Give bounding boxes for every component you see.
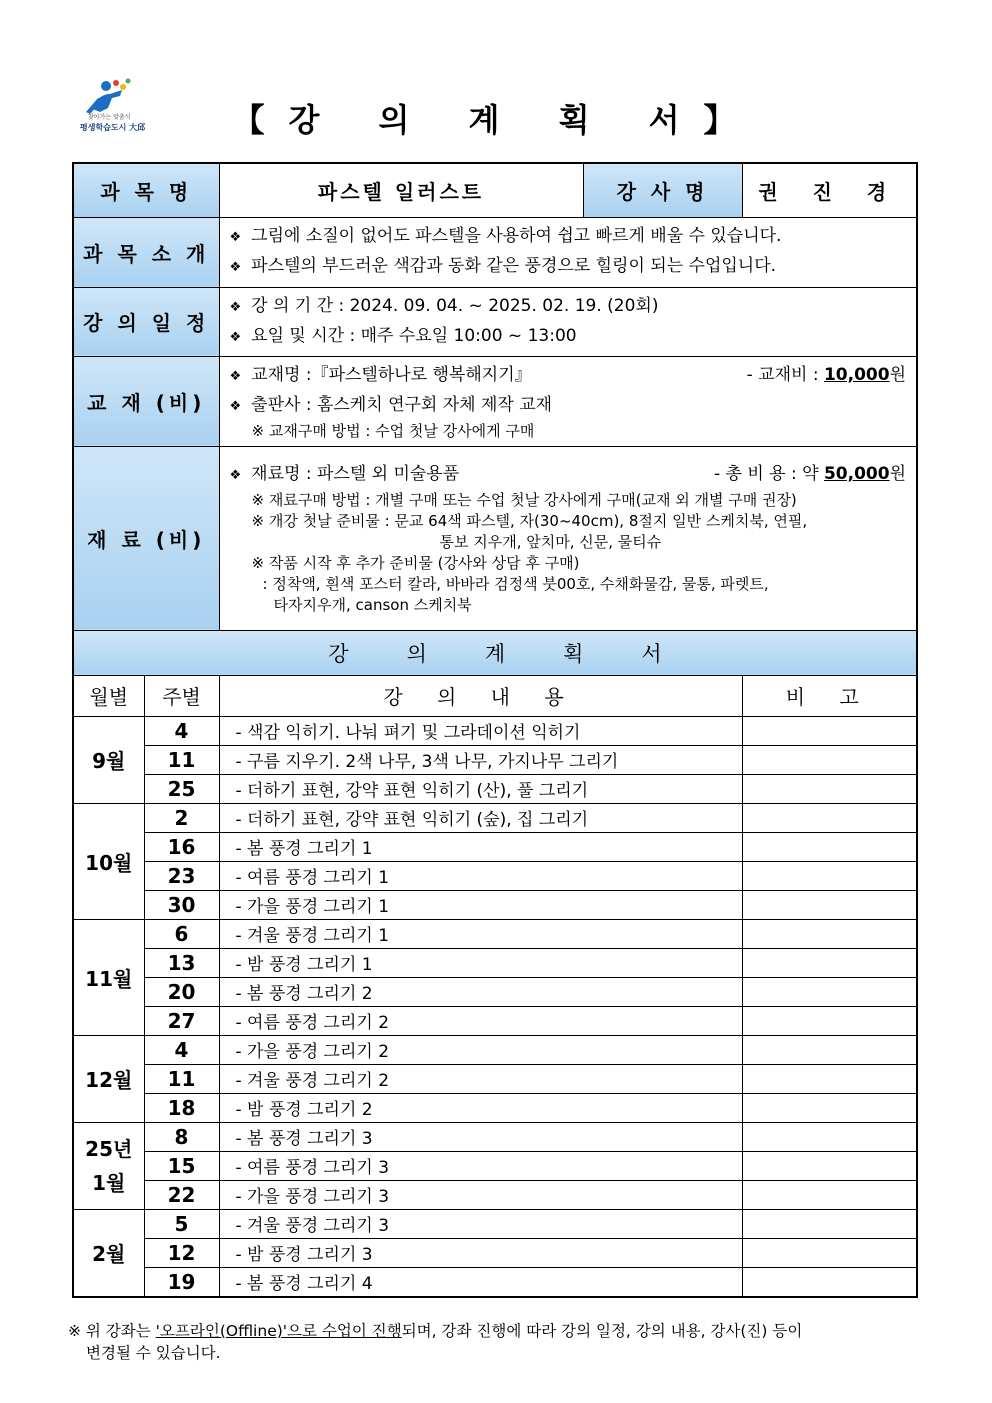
week-cell: 12: [144, 1238, 219, 1267]
col-note-header: 비 고: [742, 675, 917, 716]
content-cell: - 색감 익히기. 나눠 펴기 및 그라데이션 익히기: [219, 716, 742, 745]
note-cell: [742, 861, 917, 890]
footnote-underlined: '오프라인(Offline)'으로 수업이 진행: [155, 1322, 402, 1340]
note-cell: [742, 1151, 917, 1180]
week-cell: 19: [144, 1267, 219, 1297]
week-cell: 23: [144, 861, 219, 890]
note-cell: [742, 716, 917, 745]
table-row: [73, 1151, 917, 1180]
material-note: ※ 개강 첫날 준비물 : 문교 64색 파스텔, 자(30~40cm), 8절지 일반 스케치북, 연필,: [251, 512, 808, 530]
note-cell: [742, 1122, 917, 1151]
content-cell: - 더하기 표현, 강약 표현 익히기 (산), 풀 그리기: [219, 774, 742, 803]
subject-label: 과 목 명: [73, 163, 219, 217]
table-row: [73, 977, 917, 1006]
table-row: [73, 1035, 917, 1064]
week-cell: 30: [144, 890, 219, 919]
content-cell: - 봄 풍경 그리기 1: [219, 832, 742, 861]
content-cell: - 겨울 풍경 그리기 3: [219, 1209, 742, 1238]
col-week-header: 주별: [144, 675, 219, 716]
table-row: [73, 1122, 917, 1151]
table-row: [73, 774, 917, 803]
plan-section-title: 강의계획서: [73, 630, 917, 675]
material-name: 재료명 : 파스텔 외 미술용품: [251, 464, 460, 484]
month-cell: 10월: [73, 803, 144, 919]
note-cell: [742, 1180, 917, 1209]
material-cost-unit: 원: [889, 464, 907, 484]
content-cell: - 겨울 풍경 그리기 1: [219, 919, 742, 948]
diamond-bullet-icon: ❖: [229, 398, 242, 414]
month-cell: 2월: [73, 1209, 144, 1297]
week-cell: 11: [144, 1064, 219, 1093]
note-cell: [742, 1064, 917, 1093]
content-cell: - 밤 풍경 그리기 1: [219, 948, 742, 977]
note-cell: [742, 948, 917, 977]
note-cell: [742, 1035, 917, 1064]
textbook-fee-label: - 교재비 :: [746, 364, 824, 385]
week-cell: 5: [144, 1209, 219, 1238]
table-row: [73, 1006, 917, 1035]
material-note: 타자지우개, canson 스케치북: [273, 596, 472, 614]
week-cell: 2: [144, 803, 219, 832]
schedule-label: 강 의 일 정: [73, 287, 219, 356]
table-row: [73, 1238, 917, 1267]
content-cell: - 가을 풍경 그리기 1: [219, 890, 742, 919]
content-cell: - 봄 풍경 그리기 3: [219, 1122, 742, 1151]
content-cell: - 여름 풍경 그리기 1: [219, 861, 742, 890]
plan-rows: [73, 716, 917, 1297]
textbook-fee-unit: 원: [889, 364, 907, 385]
content-cell: - 밤 풍경 그리기 2: [219, 1093, 742, 1122]
content-cell: - 가을 풍경 그리기 2: [219, 1035, 742, 1064]
material-cost-label: - 총 비 용 : 약: [713, 464, 824, 484]
week-cell: 4: [144, 1035, 219, 1064]
week-cell: 15: [144, 1151, 219, 1180]
month-cell: 9월: [73, 716, 144, 803]
week-cell: 18: [144, 1093, 219, 1122]
intro-label: 과 목 소 개: [73, 217, 219, 287]
week-cell: 8: [144, 1122, 219, 1151]
table-row: [73, 1267, 917, 1297]
diamond-bullet-icon: ❖: [229, 329, 242, 345]
intro-line: 그림에 소질이 없어도 파스텔을 사용하여 쉽고 빠르게 배울 수 있습니다.: [251, 226, 782, 246]
note-cell: [742, 919, 917, 948]
material-label: 재 료 (비): [73, 446, 219, 630]
month-cell: 25년 1월: [73, 1122, 144, 1209]
table-row: [73, 716, 917, 745]
material-line: [230, 460, 907, 490]
table-row: [73, 803, 917, 832]
schedule-period: 강 의 기 간 : 2024. 09. 04. ~ 2025. 02. 19. (20회): [251, 295, 659, 316]
week-cell: 25: [144, 774, 219, 803]
table-row: [73, 948, 917, 977]
material-content: [219, 446, 917, 630]
note-cell: [742, 774, 917, 803]
footnote-line2: 변경될 수 있습니다.: [86, 1344, 221, 1362]
instructor-label: 강 사 명: [583, 163, 742, 217]
document-title-text: 【강 의 계 획 서】: [232, 101, 760, 139]
material-note: ※ 재료구매 방법 : 개별 구매 또는 수업 첫날 강사에게 구매(교재 외 개별 구매 권장): [251, 491, 797, 509]
material-cost: 50,000: [823, 464, 890, 484]
week-cell: 20: [144, 977, 219, 1006]
textbook-name: 교재명 :『파스텔하나로 행복해지기』: [251, 364, 532, 385]
note-cell: [742, 803, 917, 832]
week-cell: 4: [144, 716, 219, 745]
schedule-content: [219, 287, 917, 356]
col-month-header: 월별: [73, 675, 144, 716]
note-cell: [742, 1093, 917, 1122]
footnote-prefix: ※ 위 강좌는: [68, 1322, 156, 1340]
publisher: 출판사 : 홈스케치 연구회 자체 제작 교재: [251, 394, 553, 415]
table-row: [73, 1180, 917, 1209]
table-row: [73, 919, 917, 948]
content-cell: - 가을 풍경 그리기 3: [219, 1180, 742, 1209]
textbook-note: ※ 교재구매 방법 : 수업 첫날 강사에게 구매: [251, 421, 535, 440]
content-cell: - 봄 풍경 그리기 4: [219, 1267, 742, 1297]
month-cell: 12월: [73, 1035, 144, 1122]
note-cell: [742, 745, 917, 774]
content-cell: - 구름 지우기. 2색 나무, 3색 나무, 가지나무 그리기: [219, 745, 742, 774]
textbook-line: [230, 361, 907, 391]
intro-content: [219, 217, 917, 287]
footnote-suffix: 되며, 강좌 진행에 따라 강의 일정, 강의 내용, 강사(진) 등이: [401, 1322, 803, 1340]
table-row: [73, 1064, 917, 1093]
content-cell: - 더하기 표현, 강약 표현 익히기 (숲), 집 그리기: [219, 803, 742, 832]
note-cell: [742, 832, 917, 861]
textbook-fee: 10,000: [823, 364, 890, 385]
week-cell: 13: [144, 948, 219, 977]
table-row: [73, 1209, 917, 1238]
content-cell: - 여름 풍경 그리기 3: [219, 1151, 742, 1180]
diamond-bullet-icon: ❖: [229, 230, 242, 245]
note-cell: [742, 1267, 917, 1297]
material-note: ※ 작품 시작 후 추가 준비물 (강사와 상담 후 구매): [251, 554, 580, 572]
textbook-content: [219, 356, 917, 446]
week-cell: 22: [144, 1180, 219, 1209]
content-cell: - 여름 풍경 그리기 2: [219, 1006, 742, 1035]
footnote: [68, 1320, 918, 1364]
lecture-plan-table: [72, 162, 918, 1298]
note-cell: [742, 890, 917, 919]
note-cell: [742, 1238, 917, 1267]
content-cell: - 겨울 풍경 그리기 2: [219, 1064, 742, 1093]
week-cell: 16: [144, 832, 219, 861]
subject-value: 파스텔 일러스트: [219, 163, 583, 217]
table-row: [73, 1093, 917, 1122]
document-title: [0, 95, 992, 141]
week-cell: 27: [144, 1006, 219, 1035]
diamond-bullet-icon: ❖: [229, 299, 242, 315]
note-cell: [742, 1209, 917, 1238]
intro-line: 파스텔의 부드러운 색감과 동화 같은 풍경으로 힐링이 되는 수업입니다.: [251, 256, 777, 276]
schedule-time: 요일 및 시간 : 매주 수요일 10:00 ~ 13:00: [251, 325, 577, 346]
month-cell: 11월: [73, 919, 144, 1035]
col-content-header: 강 의 내 용: [219, 675, 742, 716]
table-row: [73, 832, 917, 861]
week-cell: 11: [144, 745, 219, 774]
note-cell: [742, 1006, 917, 1035]
table-row: [73, 745, 917, 774]
table-row: [73, 890, 917, 919]
table-row: [73, 861, 917, 890]
diamond-bullet-icon: ❖: [229, 260, 242, 275]
week-cell: 6: [144, 919, 219, 948]
diamond-bullet-icon: ❖: [229, 468, 242, 483]
note-cell: [742, 977, 917, 1006]
content-cell: - 밤 풍경 그리기 3: [219, 1238, 742, 1267]
material-note: : 정착액, 흰색 포스터 칼라, 바바라 검정색 붓00호, 수채화물감, 물통, 파렛트,: [262, 575, 769, 593]
textbook-label: 교 재 (비): [73, 356, 219, 446]
logo-caption-small: 찾아가는 맞춤식: [88, 114, 131, 121]
instructor-value: 권 진 경: [742, 163, 917, 217]
material-note: 통보 지우개, 앞치마, 신문, 물티슈: [439, 533, 662, 551]
diamond-bullet-icon: ❖: [229, 368, 242, 384]
content-cell: - 봄 풍경 그리기 2: [219, 977, 742, 1006]
logo-caption: 평생학습도시 大邱: [80, 123, 146, 132]
